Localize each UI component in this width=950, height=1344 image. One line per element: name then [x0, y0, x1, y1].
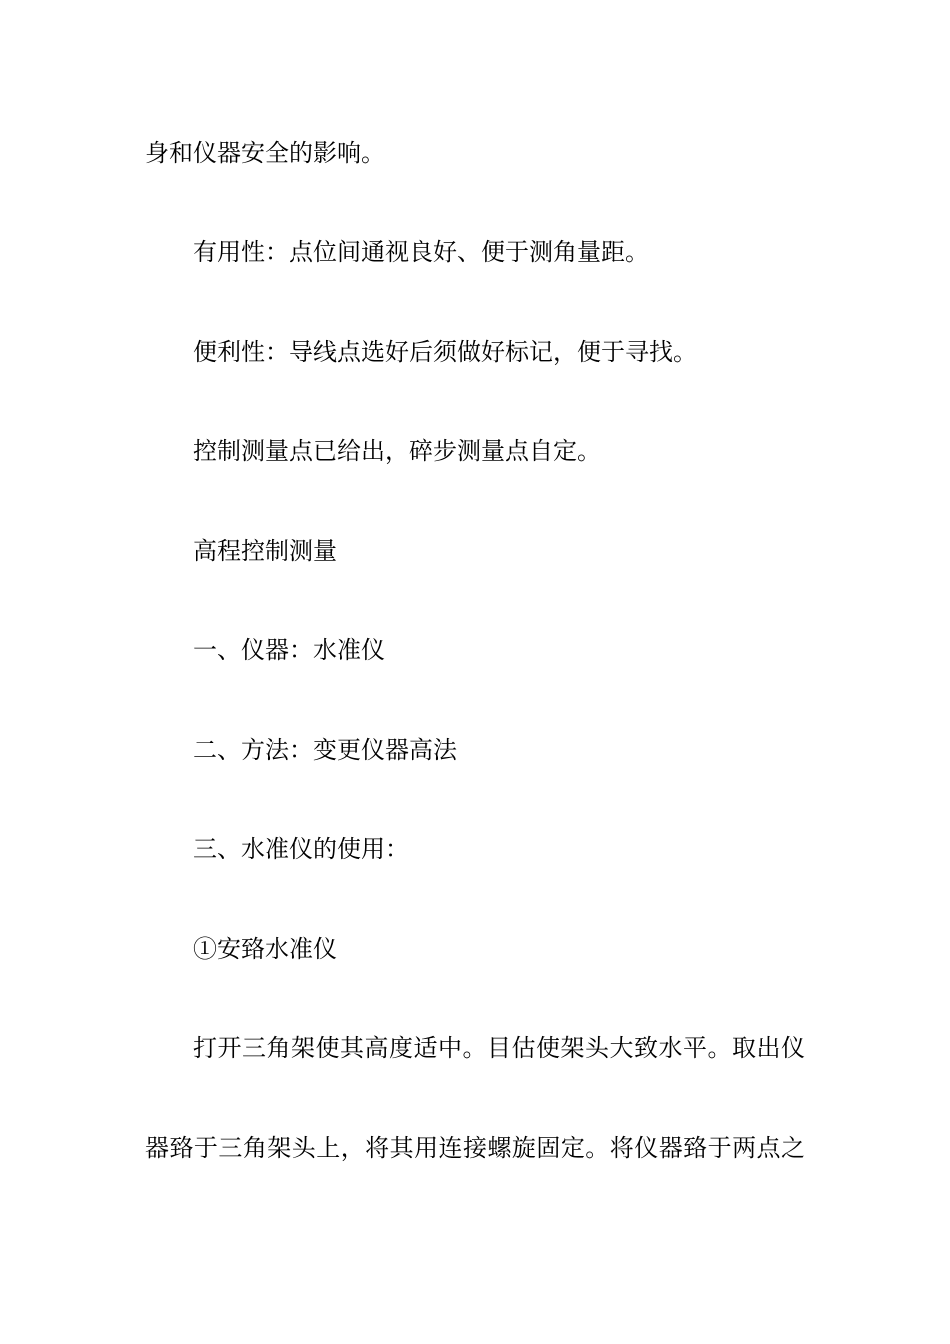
- text-line: 器臵于三角架头上，将其用连接螺旋固定。将仪器臵于两点之: [145, 1134, 805, 1162]
- text-line: ①安臵水准仪: [193, 935, 337, 963]
- text-line: 便利性：导线点选好后须做好标记，便于寻找。: [193, 338, 697, 366]
- text-line: 二、方法：变更仪器高法: [193, 736, 457, 764]
- text-line: 有用性：点位间通视良好、便于测角量距。: [193, 238, 649, 266]
- text-line: 打开三角架使其高度适中。目估使架头大致水平。取出仪: [193, 1034, 805, 1062]
- text-line: 三、水准仪的使用：: [193, 835, 409, 863]
- section-heading: 高程控制测量: [193, 537, 337, 565]
- text-line: 控制测量点已给出，碎步测量点自定。: [193, 437, 601, 465]
- text-line: 一、仪器：水准仪: [193, 636, 385, 664]
- text-line: 身和仪器安全的影响。: [145, 139, 385, 167]
